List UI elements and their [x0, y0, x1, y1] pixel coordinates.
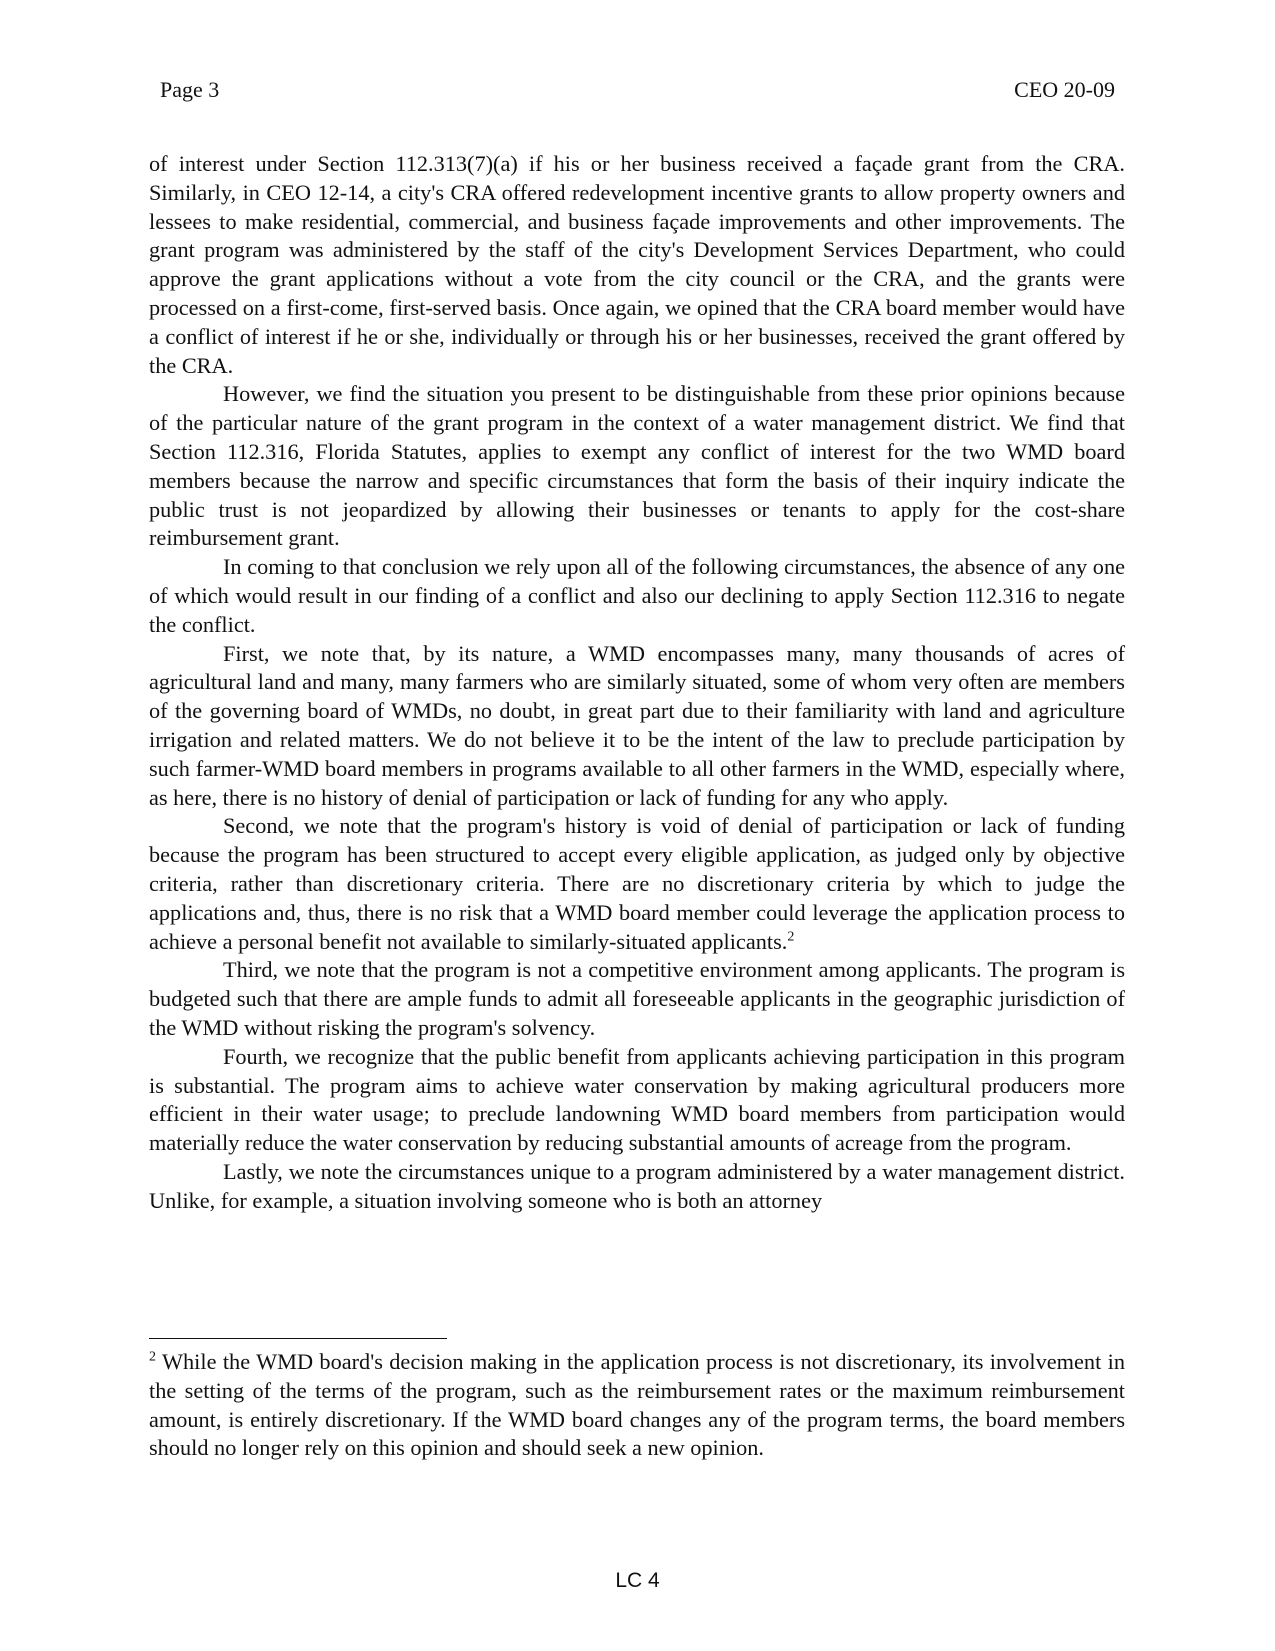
- paragraph-first: First, we note that, by its nature, a WMD encompasses many, many thousands of acres of agricultural land and many, many farmers who are similarly situated, some of whom very often are members of the governing board of WMDs, no doubt, in great part due to their familiarity with land and agriculture irrigation and related matters. We do not believe it to be the intent of the law to preclude participation by such farmer-WMD board members in programs available to all other farmers in the WMD, especially where, as here, there is no history of denial of participation or lack of funding for any who apply.: [149, 640, 1125, 810]
- paragraph-distinguishable: However, we find the situation you present to be distinguishable from these prior opinions because of the particular nature of the grant program in the context of a water management district. We find that Section 112.316, Florida Statutes, applies to exempt any conflict of interest for the two WMD board members because the narrow and specific circumstances that form the basis of their inquiry indicate the public trust is not jeopardized by allowing their businesses or tenants to apply for the cost-share reimbursement grant.: [149, 381, 1125, 551]
- footnote: [149, 1348, 1125, 1463]
- footnote-reference: 2: [787, 929, 795, 945]
- paragraph-second: [149, 812, 1125, 956]
- paragraph-second-text: Second, we note that the program's history is void of denial of participation or lack of funding because the program has been structured to accept every eligible application, as judged only by objective criteria, rather than discretionary criteria. There are no discretionary criteria by which to judge the applications and, thus, there is no risk that a WMD board member could leverage the application process to achieve a personal benefit not available to similarly-situated applicants.: [149, 813, 1125, 954]
- page-footer-label: LC 4: [615, 1569, 660, 1592]
- paragraph-third: Third, we note that the program is not a competitive environment among applicants. The program is budgeted such that there are ample funds to admit all foreseeable applicants in the geographic jurisdiction of the WMD without risking the program's solvency.: [149, 957, 1125, 1040]
- paragraph-conclusion-basis: In coming to that conclusion we rely upon all of the following circumstances, the absence of any one of which would result in our finding of a conflict and also our declining to apply Section 112.316 to negate the conflict.: [149, 554, 1125, 637]
- paragraph-lastly: Lastly, we note the circumstances unique to a program administered by a water management district. Unlike, for example, a situation involving someone who is both an attorney: [149, 1158, 1125, 1213]
- footnote-divider: [149, 1338, 447, 1339]
- opinion-number: CEO 20-09: [1014, 77, 1115, 102]
- page-number-label: Page 3: [160, 77, 220, 102]
- paragraph-fourth: Fourth, we recognize that the public benefit from applicants achieving participation in this program is substantial. The program aims to achieve water conservation by making agricultural producers more efficient in their water usage; to preclude landowning WMD board members from participation would materially reduce the water conservation by reducing substantial amounts of acreage from the program.: [149, 1043, 1125, 1156]
- paragraph-continuation: of interest under Section 112.313(7)(a) if his or her business received a façade grant from the CRA. Similarly, in CEO 12-14, a city's CRA offered redevelopment incentive grants to allow property owners and lessees to make residential, commercial, and business façade improvements and other improvements. The grant program was administered by the staff of the city's Development Services Department, who could approve the grant applications without a vote from the city council or the CRA, and the grants were processed on a first-come, first-served basis. Once again, we opined that the CRA board member would have a conflict of interest if he or she, individually or through his or her businesses, received the grant offered by the CRA.: [149, 151, 1125, 378]
- opinion-body: [149, 150, 1125, 1215]
- footnote-text: While the WMD board's decision making in the application process is not discretionary, its involvement in the setting of the terms of the program, such as the reimbursement rates or the maximum reimbursement amount, is entirely discretionary. If the WMD board changes any of the program terms, the board members should no longer rely on this opinion and should seek a new opinion.: [149, 1349, 1125, 1461]
- footnote-marker: 2: [149, 1349, 156, 1365]
